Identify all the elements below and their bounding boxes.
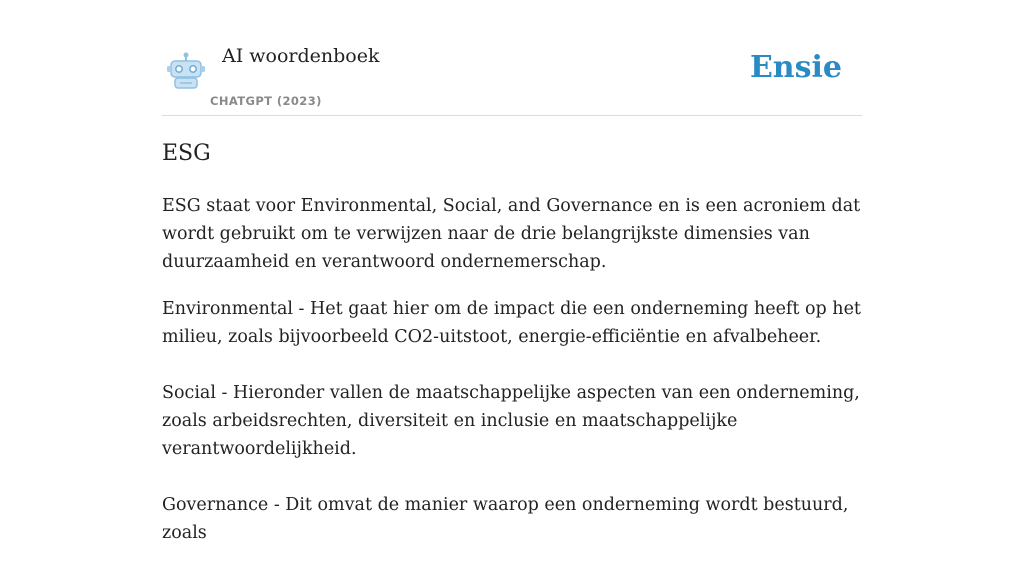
entry-term: ESG [162, 141, 211, 166]
card-header [162, 0, 862, 116]
definition-intro: ESG staat voor Environmental, Social, and Governance en is een acroniem dat wordt gebruikt om te verwijzen naar de drie belangrijkste dimensies van duurzaamheid en verantwoord ondernemerschap. [162, 196, 861, 272]
robot-icon [166, 52, 206, 90]
definition-card [162, 0, 862, 543]
definition-governance: Governance - Dit omvat de manier waarop een onderneming wordt bestuurd, zoals [162, 495, 849, 543]
entry-definition [162, 192, 862, 566]
source-title[interactable]: AI woordenboek [222, 45, 380, 67]
brand-logo[interactable]: Ensie [749, 50, 842, 85]
definition-social: Social - Hieronder vallen de maatschappelijke aspecten van een onderneming, zoals arbeidsrechten, diversiteit en inclusie en maatschappelijke verantwoordelijkheid. [162, 383, 860, 459]
source-meta: CHATGPT (2023) [210, 94, 322, 108]
definition-environmental: Environmental - Het gaat hier om de impact die een onderneming heeft op het milieu, zoals bijvoorbeeld CO2-uitstoot, energie-efficiëntie en afvalbeheer. [162, 299, 861, 347]
